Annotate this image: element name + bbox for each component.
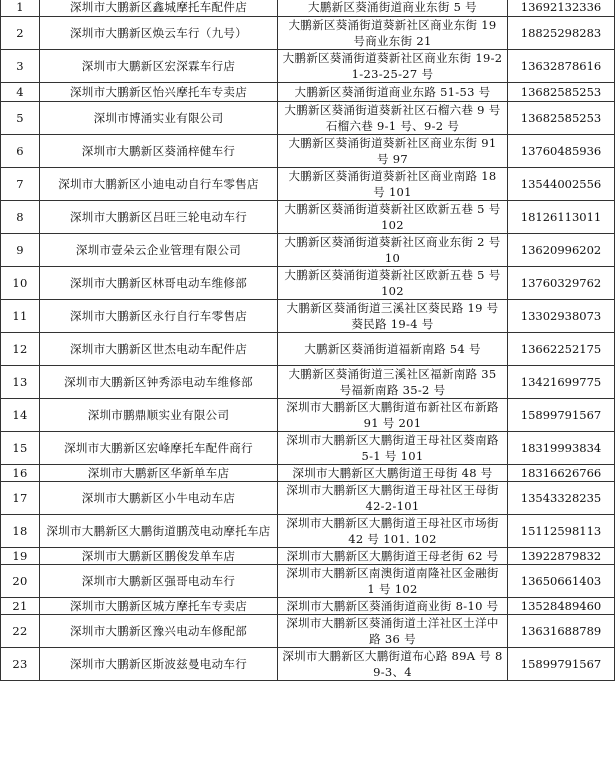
table-row [1, 565, 615, 598]
table-row [1, 201, 615, 234]
row-index: 20 [1, 565, 40, 598]
row-index: 19 [1, 548, 40, 565]
shop-address: 深圳市大鹏新区葵涌街道商业街 8-10 号 [278, 598, 508, 615]
shop-name: 深圳市大鹏新区鑫城摩托车配件店 [40, 0, 278, 17]
table-row [1, 333, 615, 366]
table-row [1, 267, 615, 300]
row-index: 11 [1, 300, 40, 333]
shop-address: 大鹏新区葵涌街道葵新社区商业东街 2 号 10 [278, 234, 508, 267]
shop-address: 大鹏新区葵涌街道福新南路 54 号 [278, 333, 508, 366]
table-row [1, 168, 615, 201]
row-index: 4 [1, 83, 40, 102]
row-index: 15 [1, 432, 40, 465]
table-row [1, 548, 615, 565]
row-index: 21 [1, 598, 40, 615]
shop-name: 深圳市大鹏新区吕旺三轮电动车行 [40, 201, 278, 234]
shop-address: 大鹏新区葵涌街道三溪社区福新南路 35 号福新南路 35-2 号 [278, 366, 508, 399]
shop-phone: 13543328235 [508, 482, 615, 515]
shop-name: 深圳市鹏鼎顺实业有限公司 [40, 399, 278, 432]
shop-phone: 13528489460 [508, 598, 615, 615]
shop-address: 深圳市大鹏新区大鹏街道王母社区葵南路 5-1 号 101 [278, 432, 508, 465]
table-row [1, 515, 615, 548]
shop-name: 深圳市大鹏新区怡兴摩托车专卖店 [40, 83, 278, 102]
shop-name: 深圳市大鹏新区小迪电动自行车零售店 [40, 168, 278, 201]
shop-address: 大鹏新区葵涌街道葵新社区欧新五巷 5 号 102 [278, 267, 508, 300]
shop-name: 深圳市大鹏新区宏深霖车行店 [40, 50, 278, 83]
shop-name: 深圳市博涌实业有限公司 [40, 102, 278, 135]
shop-phone: 13760485936 [508, 135, 615, 168]
shop-name: 深圳市大鹏新区城方摩托车专卖店 [40, 598, 278, 615]
table-row [1, 102, 615, 135]
shop-phone: 13682585253 [508, 83, 615, 102]
shop-phone: 13632878616 [508, 50, 615, 83]
shop-phone: 13302938073 [508, 300, 615, 333]
shop-phone: 13662252175 [508, 333, 615, 366]
shop-phone: 15112598113 [508, 515, 615, 548]
shop-name: 深圳市大鹏新区宏峰摩托车配件商行 [40, 432, 278, 465]
table-row [1, 300, 615, 333]
shop-phone: 15899791567 [508, 648, 615, 681]
row-index: 16 [1, 465, 40, 482]
row-index: 7 [1, 168, 40, 201]
shop-phone: 13692132336 [508, 0, 615, 17]
shop-phone: 15899791567 [508, 399, 615, 432]
shop-name: 深圳市壹朵云企业管理有限公司 [40, 234, 278, 267]
shop-name: 深圳市大鹏新区世杰电动车配件店 [40, 333, 278, 366]
shop-name: 深圳市大鹏新区华新单车店 [40, 465, 278, 482]
shop-address: 深圳市大鹏新区南澳街道南隆社区金融街 1 号 102 [278, 565, 508, 598]
table-row [1, 135, 615, 168]
shop-phone: 13421699775 [508, 366, 615, 399]
shop-name: 深圳市大鹏新区鹏俊发单车店 [40, 548, 278, 565]
table-row [1, 598, 615, 615]
row-index: 23 [1, 648, 40, 681]
row-index: 17 [1, 482, 40, 515]
row-index: 6 [1, 135, 40, 168]
shop-name: 深圳市大鹏新区强哥电动车行 [40, 565, 278, 598]
row-index: 5 [1, 102, 40, 135]
row-index: 22 [1, 615, 40, 648]
shop-name: 深圳市大鹏新区斯波兹曼电动车行 [40, 648, 278, 681]
shop-phone: 13620996202 [508, 234, 615, 267]
row-index: 18 [1, 515, 40, 548]
shop-address: 大鹏新区葵涌街道葵新社区欧新五巷 5 号 102 [278, 201, 508, 234]
table-row [1, 615, 615, 648]
shop-address: 大鹏新区葵涌街道葵新社区商业东街 19-21-23-25-27 号 [278, 50, 508, 83]
shop-name: 深圳市大鹏新区大鹏街道鹏茂电动摩托车店 [40, 515, 278, 548]
shop-address: 大鹏新区葵涌街道葵新社区石榴六巷 9 号石榴六巷 9-1 号、9-2 号 [278, 102, 508, 135]
shop-address: 大鹏新区葵涌街道葵新社区商业东街 19 号商业东街 21 [278, 17, 508, 50]
row-index: 13 [1, 366, 40, 399]
shop-address: 大鹏新区葵涌街道商业东路 51-53 号 [278, 83, 508, 102]
table-row [1, 0, 615, 17]
shop-name: 深圳市大鹏新区豫兴电动车修配部 [40, 615, 278, 648]
shop-phone: 18126113011 [508, 201, 615, 234]
shop-name: 深圳市大鹏新区焕云车行（九号） [40, 17, 278, 50]
shop-phone: 13760329762 [508, 267, 615, 300]
shop-address: 大鹏新区葵涌街道商业东街 5 号 [278, 0, 508, 17]
table-row [1, 50, 615, 83]
shop-phone: 13544002556 [508, 168, 615, 201]
shop-address: 大鹏新区葵涌街道三溪社区葵民路 19 号葵民路 19-4 号 [278, 300, 508, 333]
shop-address: 深圳市大鹏新区大鹏街道王母社区王母街 42-2-101 [278, 482, 508, 515]
table-row [1, 432, 615, 465]
shop-address: 深圳市大鹏新区大鹏街道王母街 48 号 [278, 465, 508, 482]
shop-phone: 18319993834 [508, 432, 615, 465]
shop-name: 深圳市大鹏新区钟秀添电动车维修部 [40, 366, 278, 399]
row-index: 10 [1, 267, 40, 300]
row-index: 8 [1, 201, 40, 234]
table-row [1, 366, 615, 399]
row-index: 12 [1, 333, 40, 366]
shop-phone: 13922879832 [508, 548, 615, 565]
shop-name: 深圳市大鹏新区小牛电动车店 [40, 482, 278, 515]
table-row [1, 83, 615, 102]
table-body [1, 0, 615, 681]
shop-address: 深圳市大鹏新区大鹏街道布心路 89A 号 89-3、4 [278, 648, 508, 681]
row-index: 9 [1, 234, 40, 267]
table-row [1, 17, 615, 50]
shop-name: 深圳市大鹏新区林哥电动车维修部 [40, 267, 278, 300]
shop-address: 大鹏新区葵涌街道葵新社区商业东街 91 号 97 [278, 135, 508, 168]
row-index: 14 [1, 399, 40, 432]
shop-phone: 13682585253 [508, 102, 615, 135]
shop-name: 深圳市大鹏新区葵涌梓健车行 [40, 135, 278, 168]
row-index: 3 [1, 50, 40, 83]
shop-address: 深圳市大鹏新区大鹏街道布新社区布新路 91 号 201 [278, 399, 508, 432]
shop-phone: 13631688789 [508, 615, 615, 648]
shop-phone: 13650661403 [508, 565, 615, 598]
table-row [1, 648, 615, 681]
table-row [1, 482, 615, 515]
shop-phone: 18825298283 [508, 17, 615, 50]
table-row [1, 234, 615, 267]
shop-name: 深圳市大鹏新区永行自行车零售店 [40, 300, 278, 333]
table-row [1, 399, 615, 432]
shop-address: 深圳市大鹏新区葵涌街道土洋社区土洋中路 36 号 [278, 615, 508, 648]
table-row [1, 465, 615, 482]
row-index: 1 [1, 0, 40, 17]
shop-address: 大鹏新区葵涌街道葵新社区商业南路 18 号 101 [278, 168, 508, 201]
shop-phone: 18316626766 [508, 465, 615, 482]
shop-address: 深圳市大鹏新区大鹏街道王母社区市场街 42 号 101. 102 [278, 515, 508, 548]
row-index: 2 [1, 17, 40, 50]
shop-address: 深圳市大鹏新区大鹏街道王母老街 62 号 [278, 548, 508, 565]
